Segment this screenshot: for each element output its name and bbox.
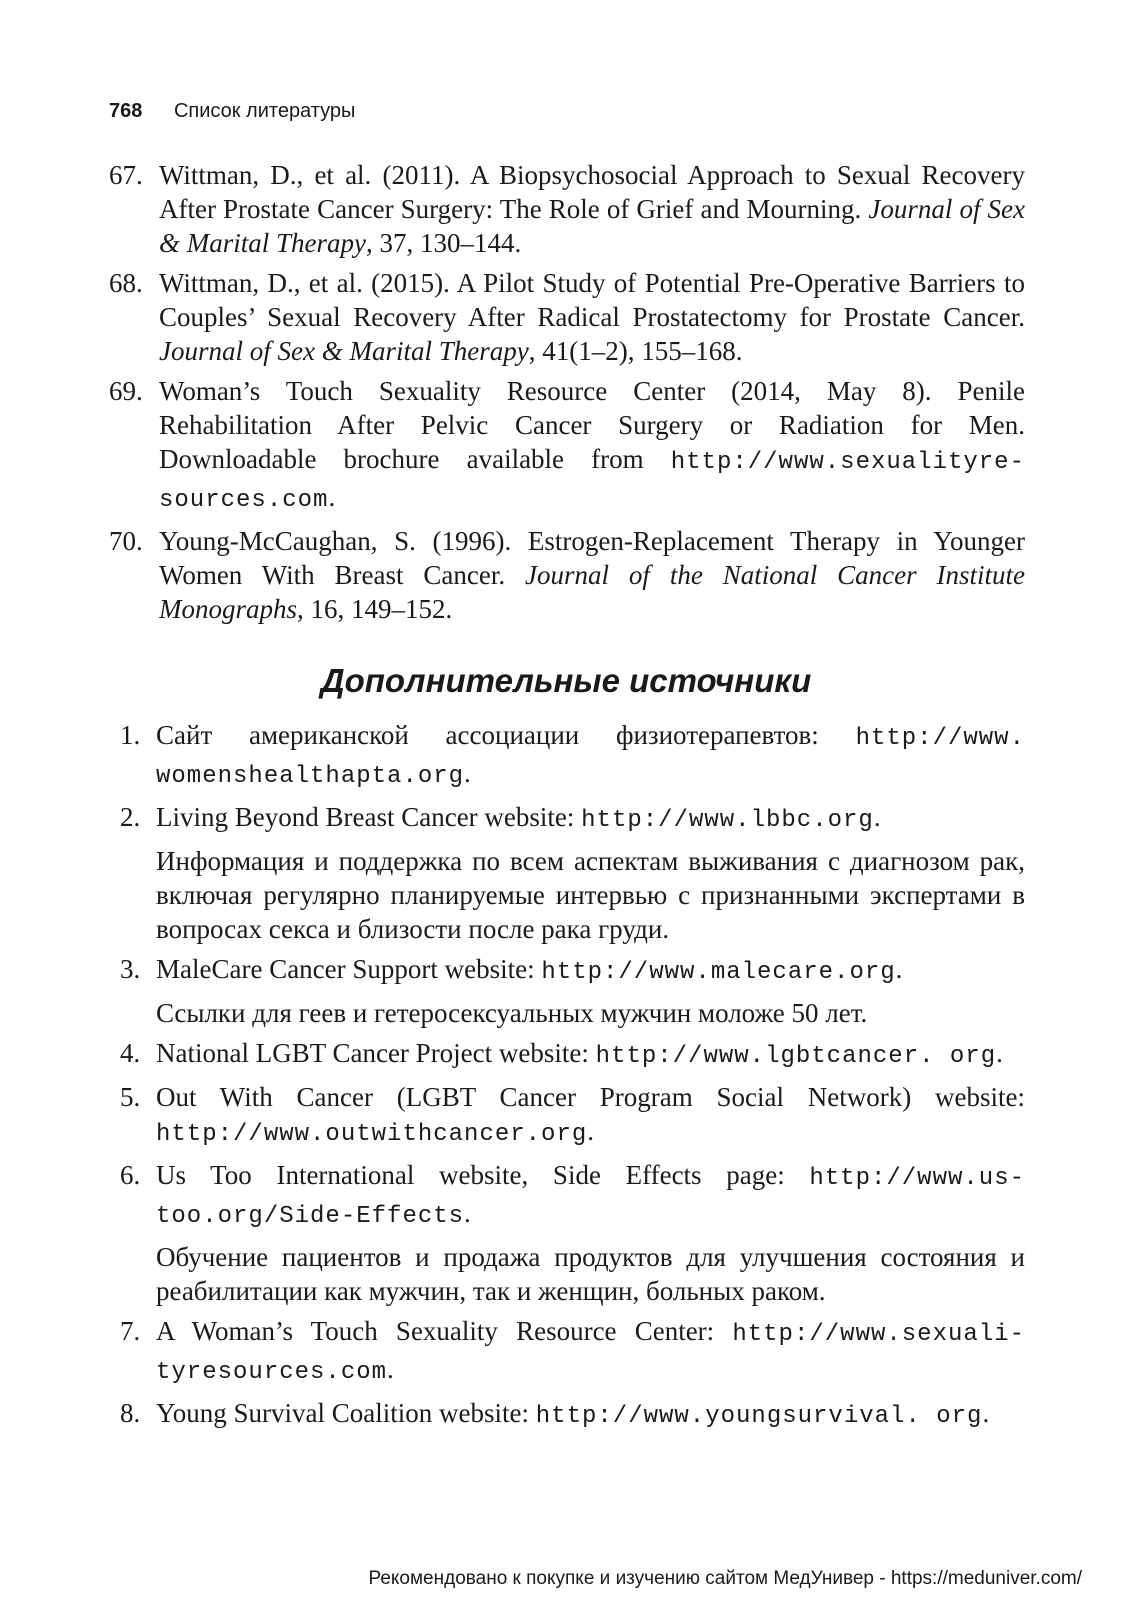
source-number: 8. — [120, 1398, 141, 1428]
source-item — [120, 1036, 1025, 1074]
running-title: Список литературы — [173, 100, 356, 122]
source-url[interactable]: http://www.youngsurvival. org — [535, 1403, 983, 1430]
reference-tail: , 37, 130–144. — [366, 228, 522, 258]
reference-item — [109, 158, 1025, 260]
reference-url[interactable]: http://www.sexualityre-sources.com — [159, 449, 1025, 514]
source-tail: . — [464, 758, 471, 788]
source-note: Обучение пациентов и продажа продуктов для улучшения состояния и реабилитации как мужчин, так и женщин, больных раком. — [156, 1242, 1025, 1306]
source-text: Сайт американской ассоциации физиотерапевтов: — [156, 720, 856, 750]
reference-text: Wittman, D., et al. (2011). A Biopsychosocial Approach to Sexual Recovery After Prostate Cancer Surgery: The Role of Grief and Mourning. — [159, 160, 1025, 224]
source-tail: . — [982, 1398, 990, 1428]
reference-journal: Journal of Sex & Marital Therapy — [159, 336, 529, 366]
reference-text: Woman’s Touch Sexuality Resource Center (2014, May 8). Penile Rehabilitation After Pelvic Cancer Surgery or Radiation for Men. Downloadable brochure available from — [159, 376, 1025, 474]
source-url[interactable]: http://www.us-too.org/Side-Effects — [156, 1165, 1025, 1230]
source-url[interactable]: http://www.sexuali-tyresources.com — [156, 1321, 1025, 1386]
source-item — [120, 952, 1025, 990]
reference-journal: Journal of Sex & Marital Therapy — [159, 194, 1025, 258]
source-tail: . — [996, 1038, 1003, 1068]
reference-text: Young-McCaughan, S. (1996). Estrogen-Replacement Therapy in Younger Women With Breast Cancer. — [159, 526, 1025, 590]
source-tail: . — [873, 802, 881, 832]
source-number: 3. — [120, 954, 141, 984]
source-text: Out With Cancer (LGBT Cancer Program Social Network) website: — [156, 1082, 1025, 1112]
source-number: 7. — [120, 1316, 141, 1346]
source-text: MaleCare Cancer Support website: — [156, 954, 542, 984]
running-header — [109, 100, 355, 123]
source-item — [120, 1080, 1025, 1152]
source-note: Ссылки для геев и гетеросексуальных мужчин моложе 50 лет. — [156, 998, 868, 1028]
reference-item — [109, 266, 1025, 368]
source-item — [120, 1396, 1025, 1434]
source-url[interactable]: http://www.malecare.org — [541, 959, 896, 986]
source-tail: . — [895, 954, 903, 984]
source-item — [120, 1314, 1025, 1390]
footer-watermark: Рекомендовано к покупке и изучению сайтом МедУнивер - https://meduniver.com/ — [368, 1568, 1082, 1589]
source-text: National LGBT Cancer Project website: — [156, 1038, 596, 1068]
source-item — [120, 800, 1025, 838]
source-tail: . — [587, 1116, 595, 1146]
source-number: 6. — [120, 1160, 141, 1190]
sources-list — [120, 718, 1025, 1440]
reference-number: 67. — [109, 160, 143, 190]
source-note: Информация и поддержка по всем аспектам выживания с диагнозом рак, включая регулярно планируемые интервью с признанными экспертами в вопросах секса и близости после рака груди. — [156, 846, 1025, 944]
reference-number: 68. — [109, 268, 143, 298]
reference-number: 70. — [109, 526, 143, 556]
reference-tail: , 16, 149–152. — [297, 594, 453, 624]
reference-tail: . — [328, 482, 336, 512]
source-url[interactable]: http://www.lgbtcancer. org — [595, 1043, 997, 1070]
source-tail: . — [387, 1354, 394, 1384]
source-tail: . — [464, 1198, 471, 1228]
source-text: A Woman’s Touch Sexuality Resource Center: — [156, 1316, 733, 1346]
source-number: 5. — [120, 1082, 141, 1112]
source-text: Us Too International website, Side Effects page: — [156, 1160, 810, 1190]
source-url[interactable]: http://www.lbbc.org — [581, 807, 874, 834]
page-number: 768 — [109, 100, 143, 122]
reference-number: 69. — [109, 376, 143, 406]
section-title: Дополнительные источники — [320, 662, 812, 699]
source-item — [120, 1158, 1025, 1234]
reference-tail: , 41(1–2), 155–168. — [528, 336, 743, 366]
source-number: 2. — [120, 802, 141, 832]
reference-list — [109, 158, 1025, 632]
source-text: Young Survival Coalition website: — [156, 1398, 536, 1428]
source-item — [120, 718, 1025, 794]
source-number: 1. — [120, 720, 141, 750]
reference-item — [109, 374, 1025, 518]
source-url[interactable]: http://www. womenshealthapta.org — [156, 725, 1025, 790]
reference-item — [109, 524, 1025, 626]
reference-text: Wittman, D., et al. (2015). A Pilot Study of Potential Pre-Operative Barriers to Couples’ Sexual Recovery After Radical Prostatectomy for Prostate Cancer. — [159, 268, 1025, 332]
source-text: Living Beyond Breast Cancer website: — [156, 802, 582, 832]
reference-journal: Journal of the National Cancer Institute Monographs — [159, 560, 1026, 624]
source-number: 4. — [120, 1038, 141, 1068]
source-url[interactable]: http://www.outwithcancer.org — [156, 1121, 588, 1148]
